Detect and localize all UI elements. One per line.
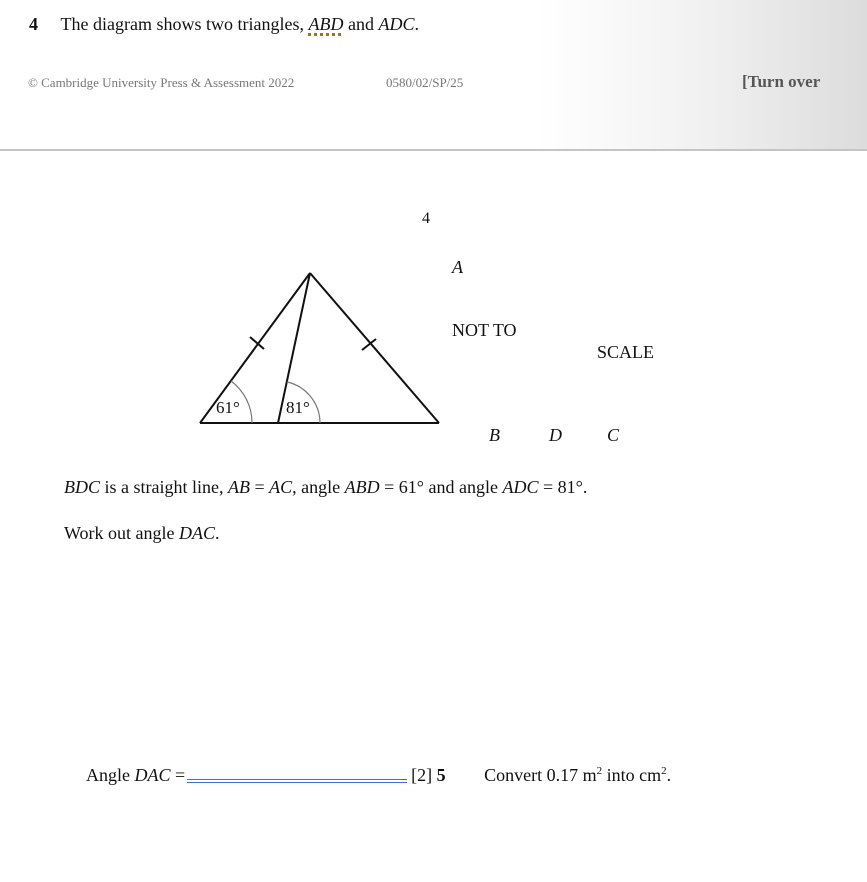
scale-label: SCALE — [597, 342, 655, 362]
vertex-c-label: C — [607, 425, 620, 445]
sup: 2 — [661, 765, 667, 777]
s-text: is a straight line, — [100, 477, 228, 497]
problem-statement — [64, 477, 587, 498]
answer-input[interactable] — [187, 779, 407, 783]
instruction-dac: DAC — [179, 523, 216, 543]
vertex-b-label: B — [489, 425, 500, 445]
s-text: = 61° and angle — [379, 477, 503, 497]
instruction — [64, 523, 220, 544]
question-5-number: 5 — [436, 765, 446, 785]
s-text: = 81°. — [538, 477, 588, 497]
page-number: 4 — [422, 210, 430, 227]
s-ab: AB — [227, 477, 250, 497]
sup: 2 — [596, 765, 603, 777]
s-abd: ABD — [344, 477, 380, 497]
s-text: , angle — [292, 477, 345, 497]
intro-end: . — [414, 14, 419, 34]
triangle-abd[interactable]: ABD — [308, 14, 344, 34]
s-eq: = — [249, 477, 270, 497]
answer-eq: = — [170, 765, 186, 785]
angle-d-label: 81° — [286, 398, 310, 417]
angle-b-label: 61° — [216, 398, 240, 417]
answer-line — [86, 765, 671, 786]
not-to-label: NOT TO — [452, 320, 517, 340]
question-5-into: into cm — [602, 765, 662, 785]
question-5-text: Convert 0.17 m — [484, 765, 597, 785]
footer-copyright: © Cambridge University Press & Assessment 2022 — [28, 75, 295, 90]
footer-code: 0580/02/SP/25 — [386, 75, 464, 90]
answer-dac: DAC — [134, 765, 171, 785]
s-bdc: BDC — [64, 477, 100, 497]
marks: [2] — [411, 765, 433, 785]
question-number: 4 — [29, 14, 38, 34]
vertex-d-label: D — [549, 425, 562, 445]
s-ac: AC — [269, 477, 293, 497]
question-5-end: . — [666, 765, 672, 785]
intro-and: and — [343, 14, 379, 34]
triangle-adc: ADC — [378, 14, 415, 34]
footer-turn-over: [Turn over — [742, 72, 821, 91]
instruction-end: . — [215, 523, 220, 543]
line-ac — [310, 273, 439, 423]
answer-label: Angle — [86, 765, 135, 785]
vertex-a-label: A — [452, 257, 463, 277]
intro-text: The diagram shows two triangles, — [60, 14, 309, 34]
instruction-text: Work out angle — [64, 523, 180, 543]
s-adc: ADC — [502, 477, 539, 497]
